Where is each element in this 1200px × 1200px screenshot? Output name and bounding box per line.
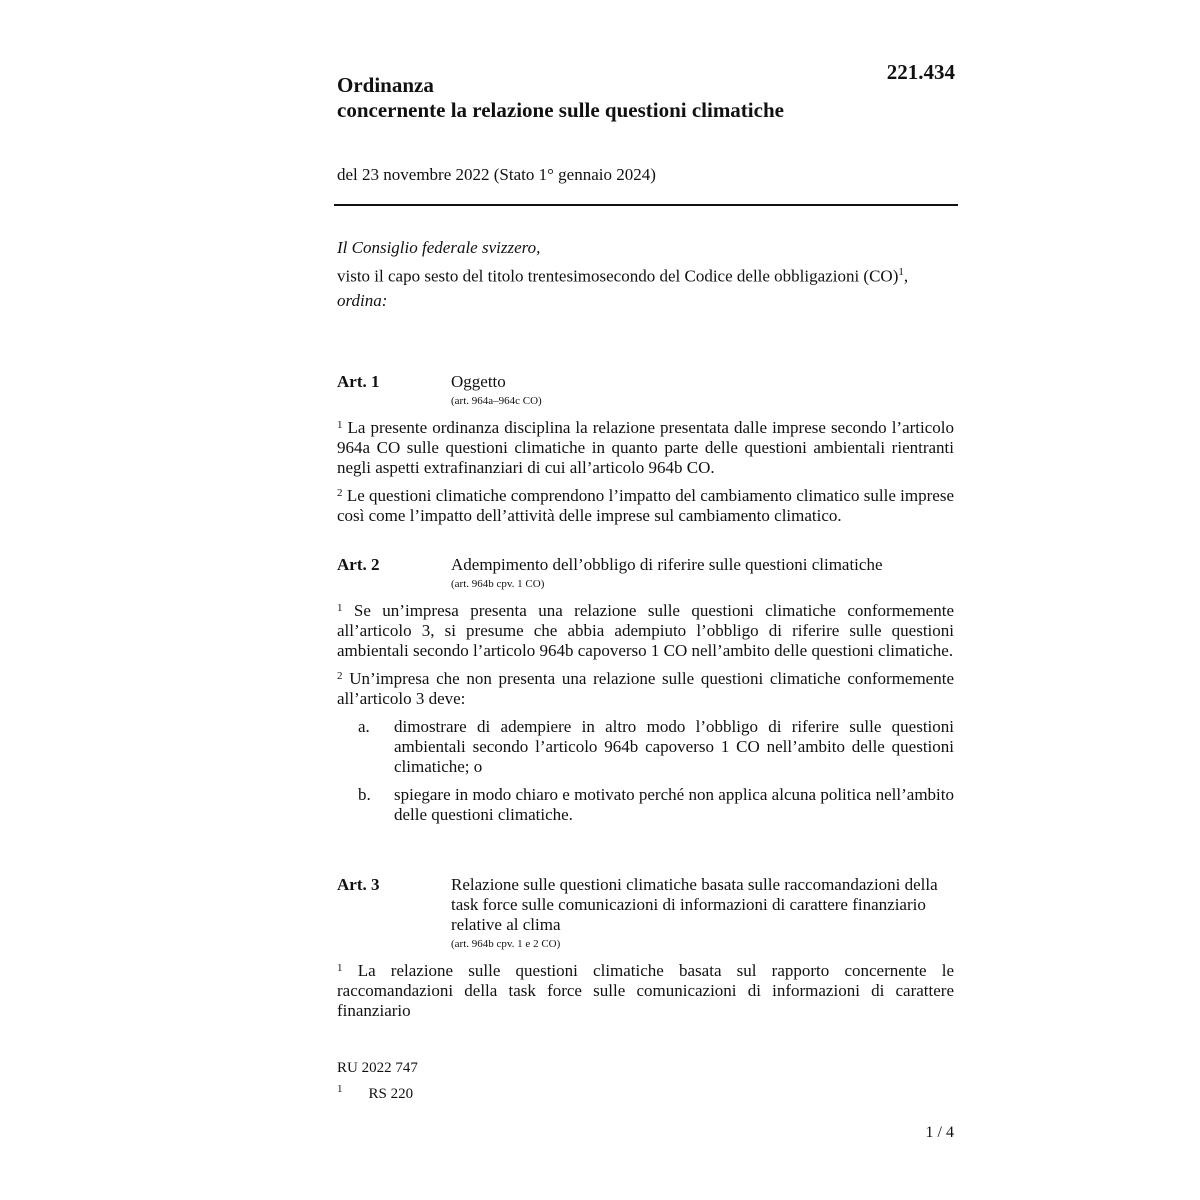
article-2-para-1 [337, 601, 954, 661]
article-1-title: Oggetto [451, 372, 506, 391]
footnotes [337, 1058, 418, 1105]
article-3-title: Relazione sulle questioni climatiche basata sulle raccomandazioni della task force sulle comunicazioni di informazioni di carattere finanziario relative al clima [451, 875, 938, 934]
para-text: Un’impresa che non presenta una relazione sulle questioni climatiche conformemente all’articolo 3 deve: [337, 669, 954, 708]
article-1 [337, 372, 954, 526]
preamble-basis-text: visto il capo sesto del titolo trentesimosecondo del Codice delle obbligazioni (CO) [337, 266, 899, 286]
document-date: del 23 novembre 2022 (Stato 1° gennaio 2024) [337, 165, 656, 184]
article-2-title: Adempimento dell’obbligo di riferire sulle questioni climatiche [451, 555, 883, 574]
page-number: 1 / 4 [925, 1124, 954, 1141]
article-1-para-2 [337, 486, 954, 526]
footnote-1 [337, 1079, 418, 1105]
list-marker: b. [358, 785, 371, 804]
footnote-ref[interactable]: 1 [898, 266, 904, 278]
ru-reference: RU 2022 747 [337, 1060, 418, 1076]
article-2-ref: (art. 964b cpv. 1 CO) [451, 578, 545, 590]
preamble-order: ordina: [337, 290, 388, 310]
document-title [337, 73, 897, 123]
preamble-basis [337, 260, 957, 289]
article-3-number: Art. 3 [337, 875, 380, 894]
header-rule [334, 204, 958, 206]
preamble-authority: Il Consiglio federale svizzero, [337, 238, 541, 257]
article-3-heading [337, 875, 954, 951]
para-text: La presente ordinanza disciplina la relazione presentata dalle imprese secondo l’articolo 964a CO sulle questioni climatiche in quanto parte delle questioni ambientali rientranti negli aspetti extrafinanziari di cui all’articolo 964b CO. [337, 418, 954, 477]
para-number: 1 [337, 962, 343, 974]
para-text: La relazione sulle questioni climatiche basata sul rapporto concernente le raccomandazioni della task force sulle comunicazioni di informazioni di carattere finanziario [337, 961, 955, 1020]
article-2-number: Art. 2 [337, 555, 380, 574]
article-3-ref: (art. 964b cpv. 1 e 2 CO) [451, 938, 561, 950]
article-3 [337, 875, 954, 1021]
sr-number: 221.434 [886, 60, 955, 84]
list-item [337, 785, 954, 825]
article-1-number: Art. 1 [337, 372, 380, 391]
para-text: Se un’impresa presenta una relazione sulle questioni climatiche conformemente all’articolo 3, si presume che abbia adempiuto l’obbligo di riferire sulle questioni ambientali secondo l’articolo 964b capoverso 1 CO nell’ambito delle questioni climatiche. [337, 601, 954, 660]
para-number: 1 [337, 602, 343, 614]
para-number: 2 [337, 670, 343, 682]
article-2 [337, 555, 954, 833]
list-marker: a. [358, 717, 370, 736]
article-1-heading [337, 372, 954, 408]
list-item-text: spiegare in modo chiaro e motivato perché non applica alcuna politica nell’ambito delle questioni climatiche. [394, 785, 954, 824]
article-2-heading [337, 555, 954, 591]
title-line-1: Ordinanza [337, 73, 434, 97]
article-1-para-1 [337, 418, 954, 478]
title-line-2: concernente la relazione sulle questioni climatiche [337, 98, 784, 122]
list-item-text: dimostrare di adempiere in altro modo l’obbligo di riferire sulle questioni ambientali secondo l’articolo 964b capoverso 1 CO nell’ambito delle questioni climatiche; o [394, 717, 954, 776]
footnote-text: RS 220 [368, 1086, 414, 1102]
article-2-list [337, 717, 954, 825]
footnote-number: 1 [337, 1083, 343, 1095]
para-number: 2 [337, 487, 343, 499]
article-3-para-1 [337, 961, 954, 1021]
article-2-para-2 [337, 669, 954, 709]
preamble [337, 236, 957, 313]
para-number: 1 [337, 419, 343, 431]
list-item [337, 717, 954, 777]
preamble-basis-end: , [903, 266, 909, 286]
para-text: Le questioni climatiche comprendono l’impatto del cambiamento climatico sulle imprese così come l’impatto dell’attività delle imprese sul cambiamento climatico. [337, 486, 954, 525]
article-1-ref: (art. 964a–964c CO) [451, 395, 542, 407]
